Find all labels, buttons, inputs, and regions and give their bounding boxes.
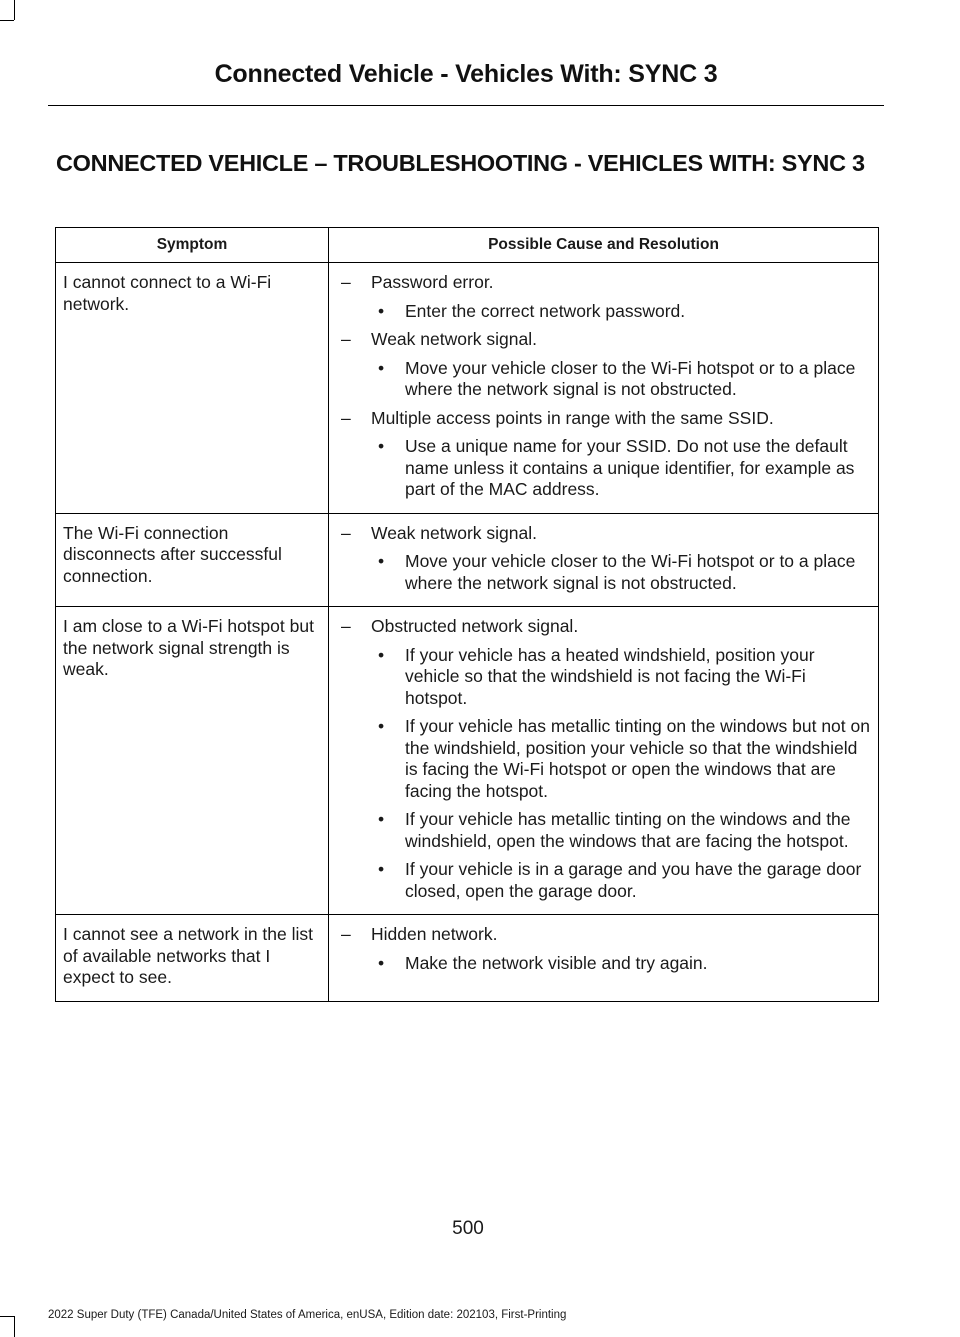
resolution-item <box>341 716 872 802</box>
resolution-item <box>341 645 872 710</box>
bullet-marker: • <box>378 716 385 736</box>
bullet-marker: • <box>378 644 385 665</box>
cause-cell <box>329 607 879 915</box>
cause-cell <box>329 915 879 1002</box>
cause-text: Hidden network. <box>371 924 498 944</box>
resolution-item <box>341 953 872 975</box>
column-header-symptom: Symptom <box>56 228 329 263</box>
resolution-text: If your vehicle has metallic tinting on the windows and the windshield, open the windows that are facing the hotspot. <box>405 809 851 851</box>
cause-text: Obstructed network signal. <box>371 616 579 636</box>
dash-marker: – <box>341 407 351 428</box>
resolution-list <box>341 551 872 594</box>
resolution-item <box>341 358 872 401</box>
dash-marker: – <box>341 522 351 543</box>
crop-mark-top-left-h <box>0 20 14 21</box>
section-heading: CONNECTED VEHICLE – TROUBLESHOOTING - VEHICLES WITH: SYNC 3 <box>56 150 865 176</box>
cause-text: Password error. <box>371 272 494 292</box>
dash-marker: – <box>341 272 351 292</box>
symptom-cell: The Wi-Fi connection disconnects after successful connection. <box>56 513 329 607</box>
cause-item <box>341 408 872 430</box>
resolution-text: If your vehicle is in a garage and you have the garage door closed, open the garage door. <box>405 859 862 901</box>
resolution-text: If your vehicle has metallic tinting on the windows but not on the windshield, position your vehicle so that the windshield is facing the Wi-Fi hotspot or open the windows that are facing the hotspot. <box>405 716 870 801</box>
symptom-cell: I cannot connect to a Wi-Fi network. <box>56 263 329 514</box>
cause-cell <box>329 263 879 514</box>
cause-text: Weak network signal. <box>371 329 538 349</box>
cause-cell <box>329 513 879 607</box>
resolution-item <box>341 809 872 852</box>
table-row <box>56 263 879 514</box>
resolution-item <box>341 859 872 902</box>
troubleshooting-table <box>55 227 879 1002</box>
cause-item <box>341 329 872 351</box>
cause-item <box>341 616 872 638</box>
table-row <box>56 915 879 1002</box>
symptom-cell: I cannot see a network in the list of available networks that I expect to see. <box>56 915 329 1002</box>
resolution-item <box>341 551 872 594</box>
cause-text: Multiple access points in range with the same SSID. <box>371 407 774 428</box>
resolution-list <box>341 301 872 323</box>
cause-item <box>341 272 872 294</box>
resolution-list <box>341 436 872 501</box>
resolution-text: Use a unique name for your SSID. Do not use the default name unless it contains a unique identifier, for example as part of the MAC address. <box>405 436 855 499</box>
resolution-text: Move your vehicle closer to the Wi-Fi hotspot or to a place where the network signal is not obstructed. <box>405 551 856 593</box>
resolution-list <box>341 645 872 903</box>
column-header-cause: Possible Cause and Resolution <box>329 228 879 263</box>
bullet-marker: • <box>378 952 385 973</box>
cause-item <box>341 523 872 545</box>
cause-item <box>341 924 872 946</box>
page-header-title: Connected Vehicle - Vehicles With: SYNC 3 <box>214 60 718 88</box>
dash-marker: – <box>341 924 351 944</box>
page-number: 500 <box>452 1218 484 1239</box>
crop-mark-bottom-left <box>14 1316 15 1337</box>
resolution-text: Move your vehicle closer to the Wi-Fi hotspot or to a place where the network signal is not obstructed. <box>405 357 856 399</box>
footer-edition-text: 2022 Super Duty (TFE) Canada/United States of America, enUSA, Edition date: 202103, First-Printing <box>48 1309 567 1321</box>
bullet-marker: • <box>378 809 385 829</box>
table-header-row <box>56 228 879 263</box>
crop-mark-top-left <box>14 0 15 20</box>
crop-mark-bottom-left-h <box>0 1316 14 1317</box>
bullet-marker: • <box>378 859 385 879</box>
resolution-text: If your vehicle has a heated windshield, position your vehicle so that the windshield is not facing the Wi-Fi hotspot. <box>405 644 815 708</box>
dash-marker: – <box>341 616 351 636</box>
dash-marker: – <box>341 329 351 349</box>
header-divider <box>48 105 884 106</box>
bullet-marker: • <box>378 300 385 321</box>
bullet-marker: • <box>378 436 385 456</box>
cause-text: Weak network signal. <box>371 522 538 543</box>
table-row <box>56 513 879 607</box>
table-row <box>56 607 879 915</box>
symptom-cell: I am close to a Wi-Fi hotspot but the network signal strength is weak. <box>56 607 329 915</box>
resolution-list <box>341 953 872 975</box>
resolution-item <box>341 436 872 501</box>
bullet-marker: • <box>378 357 385 378</box>
resolution-item <box>341 301 872 323</box>
resolution-list <box>341 358 872 401</box>
resolution-text: Enter the correct network password. <box>405 300 686 321</box>
bullet-marker: • <box>378 551 385 571</box>
resolution-text: Make the network visible and try again. <box>405 952 708 973</box>
